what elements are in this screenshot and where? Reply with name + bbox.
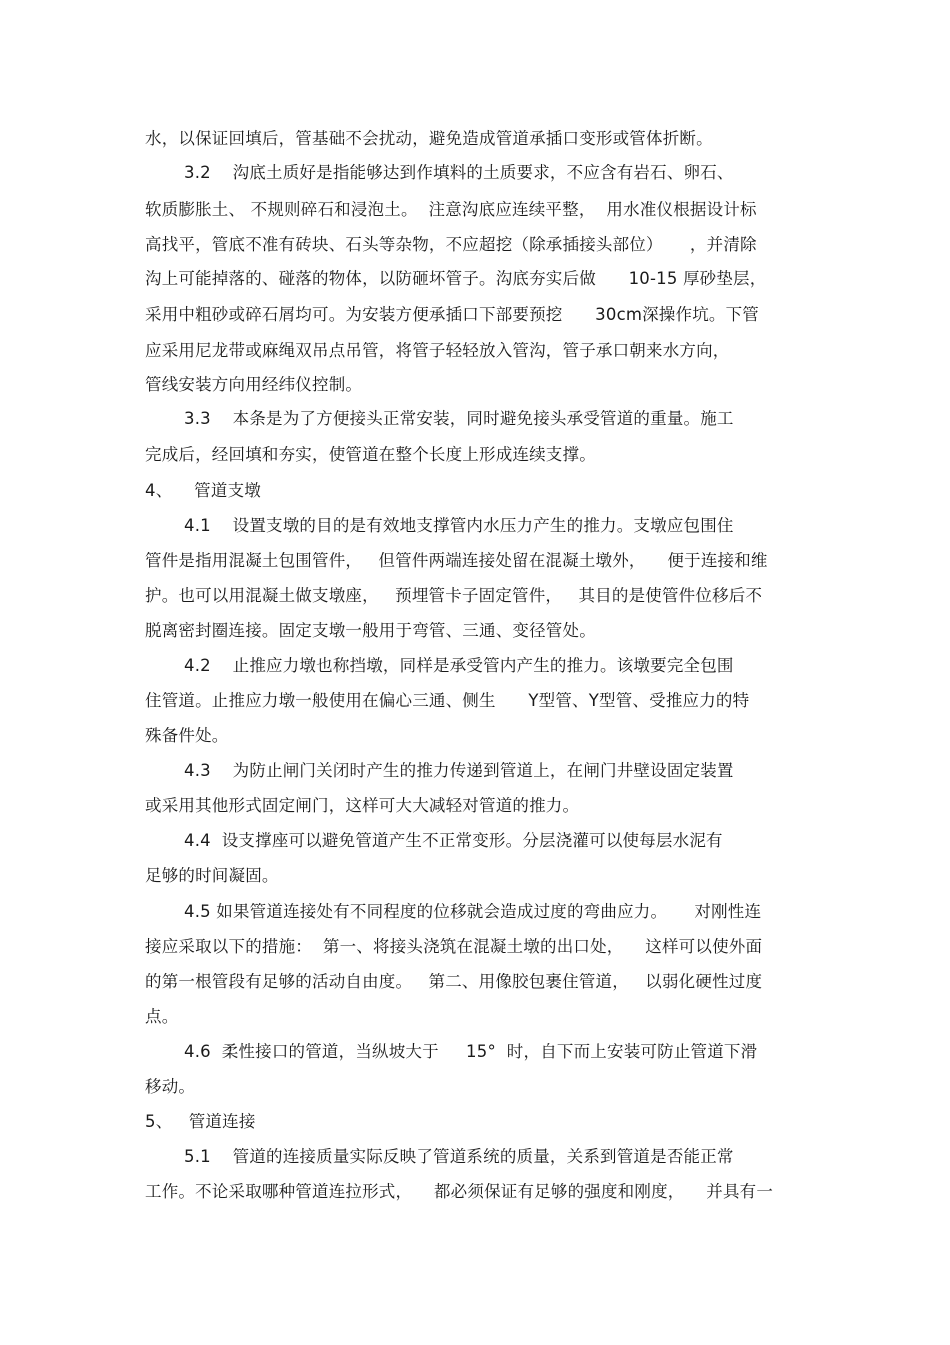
text-line: 接应采取以下的措施： 第一、将接头浇筑在混凝土墩的出口处， 这样可以使外面 (145, 937, 763, 956)
text-line: 殊备件处。 (145, 726, 229, 745)
text-line: 5.1 管道的连接质量实际反映了管道系统的质量，关系到管道是否能正常 (184, 1147, 734, 1166)
text-line: 3.2 沟底土质好是指能够达到作填料的土质要求，不应含有岩石、卵石、 (184, 163, 734, 182)
text-line: 点。 (145, 1007, 179, 1026)
text-line: 护。也可以用混凝土做支墩座， 预埋管卡子固定管件， 其目的是使管件位移后不 (145, 586, 763, 605)
text-line: 应采用尼龙带或麻绳双吊点吊管，将管子轻轻放入管沟，管子承口朝来水方向， (145, 341, 730, 360)
text-line: 4.1 设置支墩的目的是有效地支撑管内水压力产生的推力。支墩应包围住 (184, 516, 734, 535)
section-heading: 4、 管道支墩 (145, 481, 261, 500)
text-line: 移动。 (145, 1077, 196, 1096)
text-line: 工作。不论采取哪种管道连拉形式， 都必须保证有足够的强度和刚度， 并具有一 (145, 1182, 774, 1201)
text-line: 4.3 为防止闸门关闭时产生的推力传递到管道上，在闸门井壁设固定装置 (184, 761, 734, 780)
text-line: 管件是指用混凝土包围管件， 但管件两端连接处留在混凝土墩外， 便于连接和维 (145, 551, 768, 570)
text-line: 水，以保证回填后，管基础不会扰动，避免造成管道承插口变形或管体折断。 (145, 129, 713, 148)
text-line: 高找平，管底不准有砖块、石头等杂物，不应超挖（除承插接头部位） ，并清除 (145, 235, 757, 254)
text-line: 的第一根管段有足够的活动自由度。 第二、用像胶包裹住管道， 以弱化硬性过度 (145, 972, 763, 991)
section-heading: 5、 管道连接 (145, 1112, 256, 1131)
text-line: 足够的时间凝固。 (145, 866, 279, 885)
text-line: 4.5 如果管道连接处有不同程度的位移就会造成过度的弯曲应力。 对刚性连 (184, 902, 762, 921)
text-line: 3.3 本条是为了方便接头正常安装，同时避免接头承受管道的重量。施工 (184, 409, 734, 428)
text-line: 脱离密封圈连接。固定支墩一般用于弯管、三通、变径管处。 (145, 621, 596, 640)
text-line: 管线安装方向用经纬仪控制。 (145, 375, 363, 394)
text-line: 完成后，经回填和夯实，使管道在整个长度上形成连续支撑。 (145, 445, 596, 464)
text-line: 或采用其他形式固定闸门，这样可大大减轻对管道的推力。 (145, 796, 580, 815)
text-line: 软质膨胀土、 不规则碎石和浸泡土。 注意沟底应连续平整， 用水准仪根据设计标 (145, 200, 757, 219)
text-line: 4.4 设支撑座可以避免管道产生不正常变形。分层浇灌可以使每层水泥有 (184, 831, 723, 850)
text-line: 4.2 止推应力墩也称挡墩，同样是承受管内产生的推力。该墩要完全包围 (184, 656, 734, 675)
text-line: 住管道。止推应力墩一般使用在偏心三通、侧生 Y型管、Y型管、受推应力的特 (145, 691, 750, 710)
text-line: 4.6 柔性接口的管道，当纵坡大于 15° 时，自下而上安装可防止管道下滑 (184, 1042, 758, 1061)
text-line: 采用中粗砂或碎石屑均可。为安装方便承插口下部要预挖 30cm深操作坑。下管 (145, 305, 760, 324)
text-line: 沟上可能掉落的、碰落的物体，以防砸坏管子。沟底夯实后做 10-15 厚砂垫层， (145, 269, 767, 288)
